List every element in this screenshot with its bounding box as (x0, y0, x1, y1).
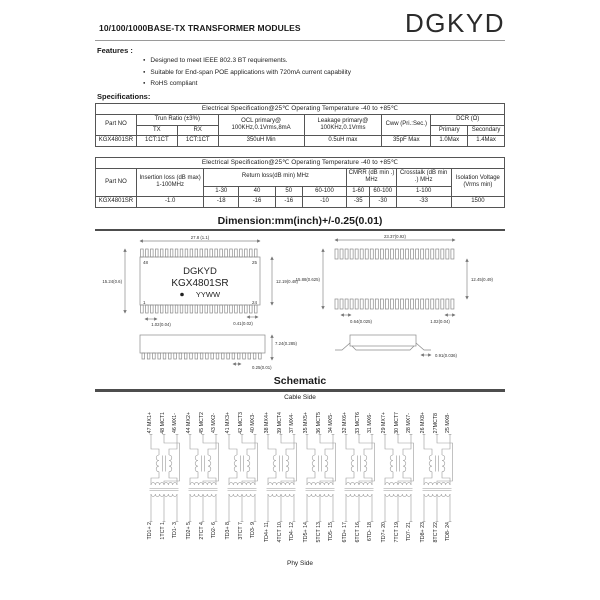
pin-25-label: 25 (251, 260, 257, 265)
specifications-heading: Specifications: (97, 92, 151, 101)
t2-xt-value: -33 (396, 197, 451, 208)
t1-h-primary: Primary (431, 125, 468, 136)
pin-label: 30 MCT7 (393, 411, 400, 434)
fp-dim-pad-width: 1.02(0.04) (430, 319, 450, 324)
table-row (96, 197, 505, 208)
schematic-channel (223, 402, 261, 558)
pin-label: 3TCT 7 (237, 521, 244, 540)
pin-label: 7TCT 19 (393, 521, 400, 543)
t2-rl1-value: -18 (204, 197, 239, 208)
t2-iso-value: 1500 (451, 197, 504, 208)
pin-label: TD1+ 2 (146, 521, 153, 540)
t2-cmrr1-value: -35 (347, 197, 369, 208)
feature-item: ● Designed to meet IEEE 802.3 BT requirements. (143, 57, 505, 64)
schematic-heading: Schematic (273, 375, 327, 387)
dimension-drawings (95, 233, 505, 373)
pin-label: TD2+ 5 (185, 521, 192, 540)
pin-label: 26 MX8+ (419, 412, 426, 434)
t1-h-ocl: OCL primary@ 100KHz,0.1Vrms,8mA (218, 115, 304, 136)
t2-part-no: KGX4801SR (96, 197, 137, 208)
channel-circuit (418, 434, 456, 522)
t2-h-rl-60-100: 60-100 (302, 186, 347, 197)
t1-h-part: Part NO (96, 115, 137, 136)
pin-label: TD4+ 11 (263, 521, 270, 542)
pin-label: 6TCT 16 (354, 521, 361, 543)
pin-label: 36 MCT5 (315, 411, 322, 434)
t1-leakage-value: 0.5uH max (304, 136, 382, 147)
schematic-channel (262, 402, 300, 558)
t1-h-turn-ratio: Trun Ratio (±3%) (136, 115, 218, 126)
datasheet-page (95, 0, 505, 567)
t1-span-header: Electrical Specification@25℃ Operating Temperature -40 to +85℃ (96, 104, 505, 115)
dim-pin-pitch: 1.02(0.04) (151, 322, 171, 327)
pin-label: 2TCT 4 (198, 521, 205, 540)
t2-cmrr2-value: -30 (369, 197, 396, 208)
t2-h-xt-1-100: 1-100 (396, 186, 451, 197)
t2-il-value: -1.0 (136, 197, 203, 208)
pin-label: 42 MCT3 (237, 411, 244, 434)
ev-dim-lead: 0.91(0.036) (435, 353, 457, 358)
t2-h-insertion-loss: Insertion loss (dB max) 1-100MHz (136, 168, 203, 197)
t2-h-return-loss: Return loss(dB min) MHz (204, 168, 347, 186)
pin-label: TD4- 12 (289, 521, 296, 541)
schematic-channels (95, 402, 505, 558)
pin-label: 46 MX1- (172, 413, 179, 434)
pin-label: TD5+ 14 (302, 521, 309, 542)
pin-label: TD7+ 20 (380, 521, 387, 542)
brand-logo: DGKYD (405, 8, 505, 38)
schematic-channel (145, 402, 183, 558)
t1-dcr-secondary-value: 1.4Max (468, 136, 505, 147)
dim-pin-width: 0.41(0.02) (233, 321, 253, 326)
pin-label: 27MCT8 (432, 413, 439, 434)
pin1-dot-marker (180, 293, 184, 297)
t1-h-tx: TX (136, 125, 177, 136)
pin-label: 8TCT 22 (432, 521, 439, 543)
package-mark-part: KGX4801SR (171, 278, 229, 289)
feature-item: ● Suitable for End-span POE applications with 720mA current capability (143, 69, 505, 76)
pin-label: 39 MCT4 (276, 411, 283, 434)
pin-label: 6TD+ 17 (341, 521, 348, 542)
pin-label: TD8- 24 (445, 521, 452, 541)
t1-dcr-primary-value: 1.0Max (431, 136, 468, 147)
header-divider (95, 40, 505, 41)
pin-label: TD3- 9 (250, 521, 257, 538)
schematic-channel (184, 402, 222, 558)
pin-24-label: 24 (251, 300, 257, 305)
dim-right-height: 12.19(0.48) (276, 279, 298, 284)
schematic-channel (340, 402, 378, 558)
feature-item: ● RoHS compliant (143, 80, 505, 87)
pin-label: 29 MX7+ (380, 412, 387, 434)
t1-h-leakage: Leakage primary@ 100KHz,0.1Vrms (304, 115, 382, 136)
table-row (96, 136, 505, 147)
schematic-channel (418, 402, 456, 558)
pin-label: TD7- 21 (406, 521, 413, 541)
pin-label: TD8+ 23 (419, 521, 426, 542)
t2-rl2-value: -16 (239, 197, 276, 208)
fp-dim-pad-pitch: 0.64(0.025) (350, 319, 372, 324)
t2-h-rl-50: 50 (275, 186, 302, 197)
pin-label: 48 MCT1 (159, 411, 166, 434)
package-end-view (335, 335, 431, 355)
pin-label: 34 MX5- (328, 413, 335, 434)
electrical-spec-table-1 (95, 103, 505, 147)
t2-rl4-value: -10 (302, 197, 347, 208)
pin-label: 43 MX2- (211, 413, 218, 434)
dimension-divider (95, 229, 505, 232)
pin-label: 31 MX6- (367, 413, 374, 434)
pin-label: TD2- 6 (211, 521, 218, 538)
schematic-divider (95, 389, 505, 392)
pin-label: 32 MX6+ (341, 412, 348, 434)
channel-circuit (223, 434, 261, 522)
cable-side-label: Cable Side (284, 393, 316, 401)
channel-circuit (301, 434, 339, 522)
t2-h-rl-40: 40 (239, 186, 276, 197)
pin-label: 40 MX3- (250, 413, 257, 434)
pin-label: 38 MX4+ (263, 412, 270, 434)
t2-h-isolation: Isolation Voltage (Vrms min) (451, 168, 504, 197)
pin-label: 5TCT 13 (315, 521, 322, 543)
fp-dim-top: 23.37(0.92) (384, 234, 406, 239)
pin-label: 28 MX7- (406, 413, 413, 434)
t1-h-dcr: DCR (Ω) (431, 115, 505, 126)
pin-label: 37 MX4- (289, 413, 296, 434)
pin-label: TD5- 15 (328, 521, 335, 541)
schematic-channel (301, 402, 339, 558)
features-heading: Features : (97, 46, 133, 55)
land-pattern-view (323, 240, 467, 315)
t1-part-no: KGX4801SR (96, 136, 137, 147)
pin-label: TD3+ 8 (224, 521, 231, 540)
t1-rx-value: 1CT:1CT (177, 136, 218, 147)
pin-label: 25 MX8- (445, 413, 452, 434)
pin-label: TD1- 3 (172, 521, 179, 538)
t1-cww-value: 35pF Max (382, 136, 431, 147)
sv-dim-height: 7.24(0.285) (275, 341, 297, 346)
pin-1-label: 1 (143, 300, 146, 305)
fp-dim-right: 12.45(0.49) (471, 277, 493, 282)
pin-label: 4TCT 10 (276, 521, 283, 543)
dimension-heading: Dimension:mm(inch)+/-0.25(0.01) (217, 214, 383, 227)
pin-label: 6TD- 18 (367, 521, 374, 541)
t1-h-rx: RX (177, 125, 218, 136)
features-list (143, 57, 505, 87)
package-side-view (140, 335, 272, 364)
t2-h-part: Part NO (96, 168, 137, 197)
t1-h-secondary: Secondary (468, 125, 505, 136)
package-mark-datecode: YYWW (195, 290, 221, 299)
pin-label: 1TCT 1 (159, 521, 166, 540)
t1-tx-value: 1CT:1CT (136, 136, 177, 147)
channel-circuit (340, 434, 378, 522)
t2-rl3-value: -16 (275, 197, 302, 208)
features-section (95, 46, 505, 87)
t2-h-crosstalk: Crosstalk (dB min .) MHz (396, 168, 451, 186)
t2-h-cmrr-60-100: 60-100 (369, 186, 396, 197)
pin-label: 41 MX3+ (224, 412, 231, 434)
pin-label: 44 MX2+ (185, 412, 192, 434)
pin-label: 33 MCT6 (354, 411, 361, 434)
t2-span-header: Electrical Specification@25℃ Operating Temperature -40 to +85℃ (96, 157, 505, 168)
pin-48-label: 48 (143, 260, 149, 265)
dim-left-height: 15.24(0.6) (102, 279, 122, 284)
t1-ocl-value: 350uH Min (218, 136, 304, 147)
channel-circuit (262, 434, 300, 522)
t1-h-cww: Cww (Pri.:Sec.) (382, 115, 431, 136)
t2-h-cmrr-1-60: 1-60 (347, 186, 369, 197)
channel-circuit (145, 434, 183, 522)
pin-label: 35 MX5+ (302, 412, 309, 434)
package-mark-brand: DGKYD (183, 266, 217, 277)
fp-dim-left: 15.88(0.625) (295, 277, 320, 282)
electrical-spec-table-2 (95, 157, 505, 208)
page-title: 10/100/1000BASE-TX TRANSFORMER MODULES (99, 23, 301, 33)
sv-dim-pin: 0.25(0.01) (252, 365, 272, 370)
channel-circuit (184, 434, 222, 522)
pin-label: 47 MX1+ (146, 412, 153, 434)
phy-side-label: Phy Side (286, 559, 314, 567)
t2-h-rl-1-30: 1-30 (204, 186, 239, 197)
pin-label: 45 MCT2 (198, 411, 205, 434)
schematic-channel (379, 402, 417, 558)
channel-circuit (379, 434, 417, 522)
t2-h-cmrr: CMRR (dB min .) MHz (347, 168, 396, 186)
page-header (95, 10, 505, 37)
dim-top-width: 27.8 (1.1) (190, 235, 210, 240)
